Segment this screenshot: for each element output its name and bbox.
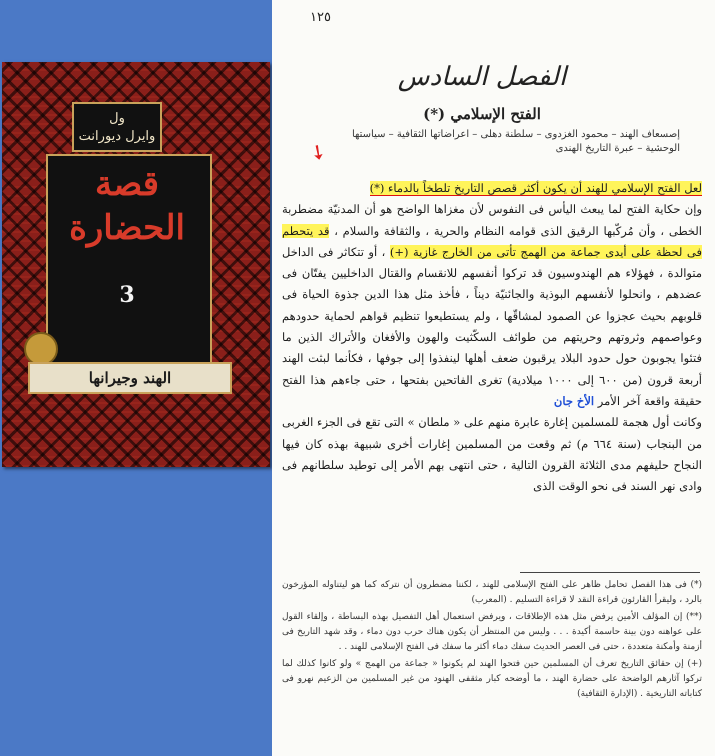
paragraph-2: وكانت أول هجمة للمسلمين إغارة عابرة منهم على « ملطان » التى تقع فى الجزء الغربى من البنجاب (سنة ٦٦٤ م) ثم وقعت من المسلمين إغارات أخرى شبيهة بهذه كان فيها النجاح حليفهم مدى الثلاثة القرون التالية ، حتى انتهى بهم الأمر إلى توطيد سلطانهم فى وادى نهر السند فى نحو الوقت الذى (282, 415, 702, 494)
chapter-keywords: إصسعاف الهند – محمود الغزدوى – سلطنة دهلى – اعراضاتها الثقافية – سياستها الوحشية – عبرة التاريخ الهندى (351, 129, 680, 154)
footnote-divider (520, 572, 700, 573)
cover-subtitle: الهند وجيرانها (28, 362, 232, 394)
cover-title: قصة الحضارة (69, 164, 185, 248)
body-text (282, 178, 702, 497)
section-title: الفتح الإسلامي (*) (423, 105, 541, 123)
cover-seal-icon (24, 332, 58, 366)
book-cover (2, 62, 270, 467)
chapter-title: الفصل السادس (397, 62, 567, 92)
footnote-3: (+) إن حقائق التاريخ تعرف أن المسلمين حين فتحوا الهند لم يكونوا « جماعة من الهمج » ولو كانوا كذلك لما تركوا آثارهم الواضحة على حضارة الهند ، ما أوضحه كبار مثقفى الهنود من غير المسلمين من الزعيم نهرو فى كتاباته التاريخية . (الإدارة الثقافية) (282, 659, 702, 699)
blue-annotation: الأخ جان (553, 393, 595, 408)
page-number: ١٢٥ (310, 10, 331, 25)
highlighted-opening: لعل الفتح الإسلامي للهند أن يكون أكثر قصص التاريخ تلطخاً بالدماء (*) (369, 181, 702, 195)
highlighted-phrase: قد يتحطم فى لحظة على أيدى جماعة من الهمج تأتى من الخارج غازية (+) (282, 223, 702, 259)
red-arrow-icon: ➘ (304, 137, 333, 167)
cover-volume-number: 3 (119, 282, 135, 308)
paragraph-1: وإن حكاية الفتح لما يبعث اليأس فى النفوس لأن مغزاها الواضح هو أن المدنيّة مضطربة الخطى ، وأن مُركّبها الرقيق الذى قوامه النظام والحرية ، والثقافة والسلام ، قد يتحطم فى لحظة على أيدى جماعة من الهمج تأتى من الخارج غازية (+) ، أو تتكاثر فى الداخل متوالدة ، فهؤلاء هم الهندوسيون قد تركوا أنفسهم للانقسام والقتال الداخليين يفتّان فى عضدهم ، وانحلوا لأنفسهم البوذية والجائنيّة ديناً ، فأخذ مثل هذا الدين جذوة الحياة فى قلوبهم بحيث عجزوا عن الصمود لمشاقّها ، ولم يستطيعوا تنظيم قواهم لحماية حدودهم وعواصمهم وثروتهم وحريتهم من طوائف السكّثيت والهون والأفغان والأتراك الذين ما فتئوا يجوبون حول حدود البلاد يرقبون ضعف أهلها لينفذوا إلى جوفها ، فكأنما لبثت الهند أربعة قرون (من ٦٠٠ إلى ١٠٠٠ ميلادية) تغرى الفاتحين بفتحها ، حتى جاءهم هذا الفتح حقيقة واقعة آخر الأمر الأخ جان (282, 202, 703, 408)
footnote-2: (**) إن المؤلف الأمين يرفض مثل هذه الإطلاقات ، ويرفض استعمال أهل التفصيل بهذه البساطة ، وإلقاء القول على عواهنه دون بينة حاسمة أكيدة . . . وليس من المنتظر أن يكون هناك حرب دون دماء ، وقد شهد التاريخ فى أزمنة وأمكنة متعددة ، حتى فى العصر الحديث سفك دماء أكثر ما سفك فى الفتح الإسلامى للهند . . (282, 612, 702, 652)
footnote-1: (*) فى هذا الفصل تحامل ظاهر على الفتح الإسلامى للهند ، لكننا مضطرون أن نتركه كما هو ليتناوله المؤرخون بالرد ، وليقرأ القارئون قراءة النقد لا قراءة التسليم . (المعرب) (282, 580, 702, 605)
cover-author: ول وايرل ديورانت (72, 102, 162, 152)
footnotes (282, 578, 702, 704)
